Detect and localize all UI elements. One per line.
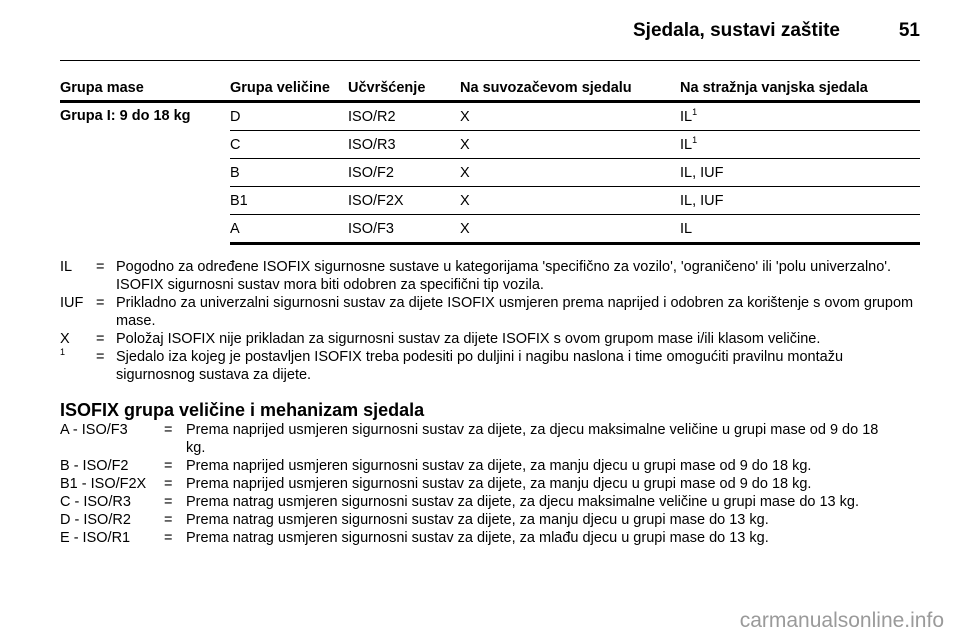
fixture-cell: ISO/R3 [348,131,460,159]
table-header-row [60,80,920,102]
size-class-key: C - ISO/R3 [60,494,131,510]
passenger-seat-cell: X [460,102,680,131]
legend-text: Sjedalo iza kojeg je postavljen ISOFIX treba podesiti po duljini i nagibu naslona i time omogućiti pravilnu montažu sigurnosnog sustava za dijete. [116,349,844,383]
legend-equals: = [96,349,105,365]
legend-key [60,348,96,384]
size-class-cell: D [230,102,348,131]
list-item [60,475,920,493]
col-header-rear-outer-seats: Na stražnja vanjska sjedala [680,80,920,102]
legend-text: Pogodno za određene ISOFIX sigurnosne sustave u kategorijama 'specifično za vozilo', 'ograničeno' ili 'polu univerzalno'. ISOFIX sigurnosni sustav mora biti odobren za specifični tip vozila. [116,259,892,293]
size-class-key: B1 - ISO/F2X [60,476,147,492]
rear-seat-cell: IL [680,215,920,244]
watermark: carmanualsonline.info [739,609,944,632]
footnote-marker: 1 [692,134,698,145]
size-class-key: E - ISO/R1 [60,530,131,546]
col-header-passenger-seat: Na suvozačevom sjedalu [460,80,680,102]
legend-equals: = [96,295,105,311]
passenger-seat-cell: X [460,215,680,244]
legend-item [60,330,920,348]
fixture-cell: ISO/F2X [348,187,460,215]
col-header-size-class: Grupa veličine [230,80,348,102]
legend-text: Položaj ISOFIX nije prikladan za sigurnosni sustav za dijete ISOFIX s ovom grupom mase i/ili klasom veličine. [116,331,821,347]
legend-item [60,294,920,330]
page-title: Sjedala, sustavi zaštite [633,20,840,41]
fixture-cell: ISO/F3 [348,215,460,244]
rear-seat-cell: $IL^1$ [680,102,920,131]
section-heading: ISOFIX grupa veličine i mehanizam sjedala [60,400,425,420]
rear-seat-cell: IL, IUF [680,159,920,187]
rear-seat-cell: $IL^1$ [680,131,920,159]
size-class-equals: = [164,458,173,474]
footnote-marker: 1 [60,347,66,358]
size-class-description: Prema natrag usmjeren sigurnosni sustav za dijete, za mlađu djecu u grupi mase do 13 kg. [186,530,769,546]
list-item [60,511,920,529]
size-class-equals: = [164,494,173,510]
manual-page [60,0,920,546]
list-item [60,493,920,511]
size-class-cell: A [230,215,348,244]
fixture-cell: ISO/F2 [348,159,460,187]
header-divider [60,60,920,61]
list-item [60,421,920,457]
legend-equals: = [96,259,105,275]
passenger-seat-cell: X [460,131,680,159]
legend-item [60,258,920,294]
size-class-key: D - ISO/R2 [60,512,131,528]
size-class-key: B - ISO/F2 [60,458,129,474]
size-class-key: A - ISO/F3 [60,422,128,438]
size-class-equals: = [164,422,173,438]
size-class-description: Prema natrag usmjeren sigurnosni sustav za dijete, za manju djecu u grupi mase do 13 kg. [186,512,769,528]
legend-key: IUF [60,295,84,311]
legend-equals: = [96,331,105,347]
size-class-list [60,421,920,547]
size-class-description: Prema natrag usmjeren sigurnosni sustav za dijete, za djecu maksimalne veličine u grupi mase do 13 kg. [186,494,859,510]
passenger-seat-cell: X [460,159,680,187]
list-item [60,457,920,475]
legend-text: Prikladno za univerzalni sigurnosni sustav za dijete ISOFIX usmjeren prema naprijed i odobren za korištenje s ovom grupom mase. [116,295,914,329]
legend-key: X [60,331,70,347]
table-row [60,102,920,131]
list-item [60,529,920,547]
size-class-cell: B1 [230,187,348,215]
mass-group-cell: Grupa I: 9 do 18 kg [60,108,191,124]
legend-item [60,348,920,384]
size-class-equals: = [164,512,173,528]
size-class-cell: C [230,131,348,159]
passenger-seat-cell: X [460,187,680,215]
col-header-mass-group: Grupa mase [60,80,230,102]
size-class-cell: B [230,159,348,187]
size-class-description: Prema naprijed usmjeren sigurnosni sustav za dijete, za manju djecu u grupi mase od 9 do 18 kg. [186,476,812,492]
isofix-table [60,80,920,245]
table-legend [60,258,920,384]
legend-key: IL [60,259,73,275]
page-header [60,0,920,60]
page-number: 51 [898,20,920,41]
size-class-description: Prema naprijed usmjeren sigurnosni sustav za dijete, za manju djecu u grupi mase od 9 do 18 kg. [186,458,812,474]
fixture-cell: ISO/R2 [348,102,460,131]
size-class-equals: = [164,530,173,546]
size-class-equals: = [164,476,173,492]
rear-seat-cell: IL, IUF [680,187,920,215]
footnote-marker: 1 [692,106,698,117]
size-class-description: Prema naprijed usmjeren sigurnosni sustav za dijete, za djecu maksimalne veličine u grupi mase od 9 do 18 kg. [186,422,879,456]
col-header-fixture: Učvršćenje [348,80,460,102]
